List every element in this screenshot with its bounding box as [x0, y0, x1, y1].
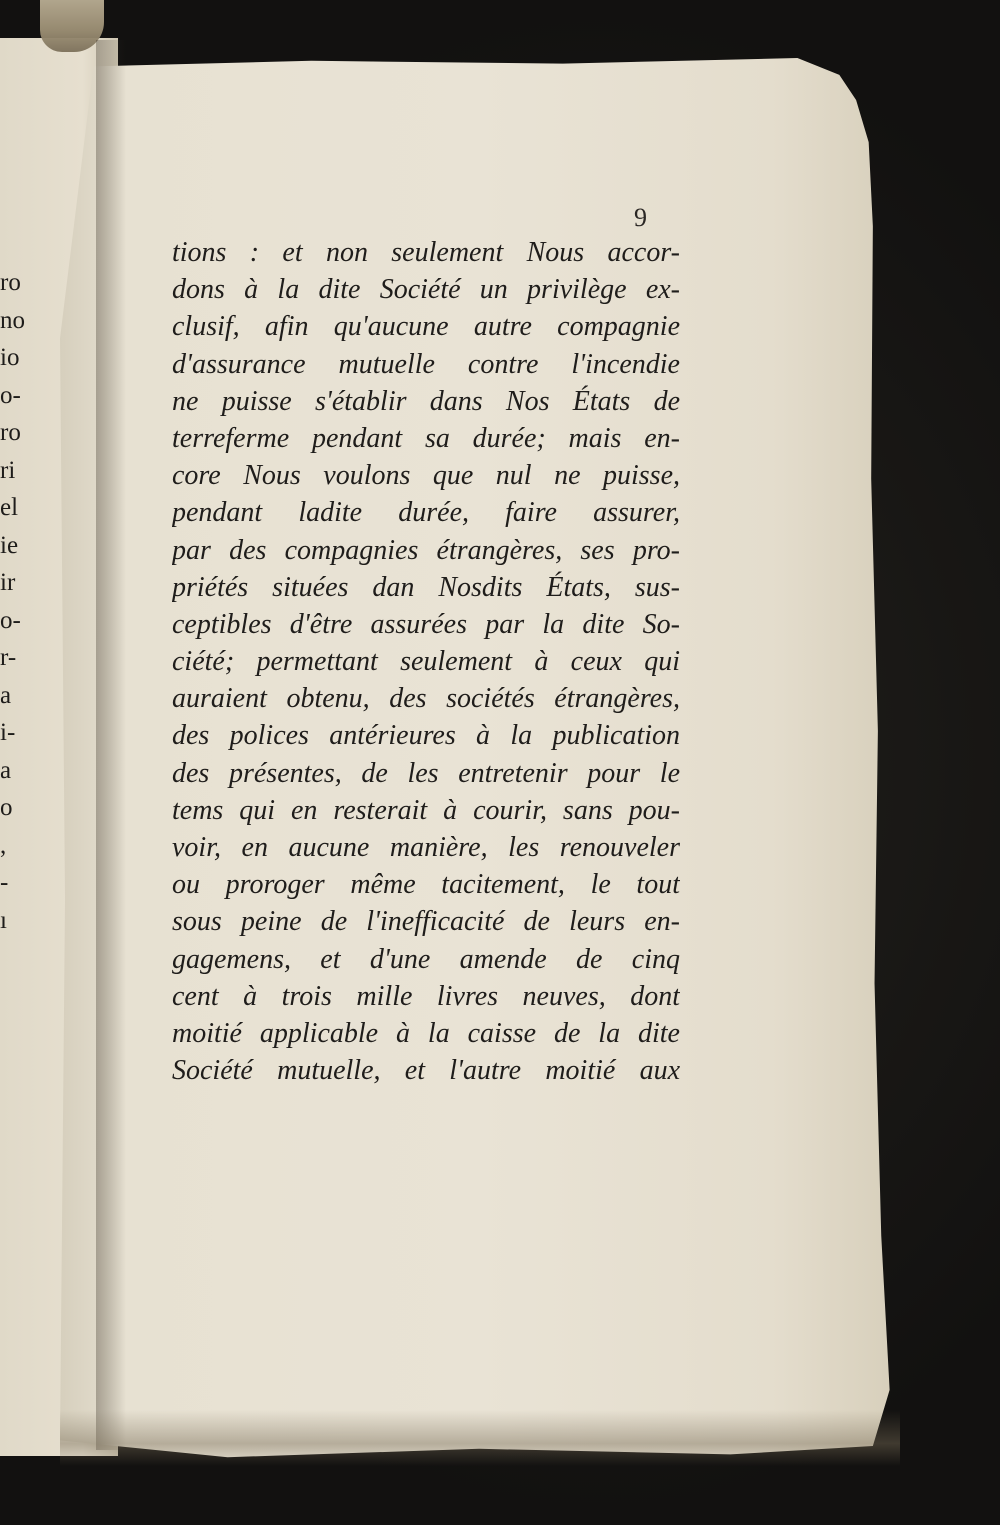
text-line: cent à trois mille livres neuves, dont [172, 980, 680, 1012]
left-fragment: ri [0, 456, 16, 484]
left-fragment: io [0, 344, 20, 371]
left-fragment: o- [0, 606, 21, 634]
text-line: terreferme pendant sa durée; mais en- [172, 422, 680, 454]
left-fragment: el [0, 494, 19, 521]
left-fragment: ir [0, 569, 16, 596]
text-line: ciété; permettant seulement à ceux qui [172, 646, 680, 678]
text-line: auraient obtenu, des sociétés étrangères, [172, 683, 680, 715]
left-fragment: , [0, 831, 7, 859]
text-line: priétés situées dan Nosdits États, sus- [172, 571, 680, 603]
text-line: moitié applicable à la caisse de la dite [172, 1017, 680, 1049]
text-line: tions : et non seulement Nous accor- [172, 237, 680, 268]
text-line: Société mutuelle, et l'autre moitié aux [172, 1055, 680, 1087]
body-text [172, 234, 680, 1089]
text-line: des présentes, de les entretenir pour le [172, 757, 680, 789]
text-line: ne puisse s'établir dans Nos États de [172, 385, 680, 417]
left-page-text-fragments [0, 264, 36, 939]
text-line: pendant ladite durée, faire assurer, [172, 497, 680, 529]
text-line: core Nous voulons que nul ne puisse, [172, 460, 680, 492]
text-line: voir, en aucune manière, les renouveler [172, 832, 680, 863]
left-fragment: ro [0, 269, 21, 296]
text-line: ceptibles d'être assurées par la dite So- [172, 608, 680, 640]
left-fragment: i- [0, 719, 16, 746]
text-line: d'assurance mutuelle contre l'incendie [172, 348, 680, 380]
left-fragment: o- [0, 381, 21, 409]
text-line: par des compagnies étrangères, ses pro- [172, 534, 680, 566]
page-bottom-edge [60, 1410, 900, 1466]
left-fragment: o [0, 794, 13, 821]
text-line: dons à la dite Société un privilège ex- [172, 274, 680, 306]
left-fragment: no [0, 306, 25, 334]
left-fragment: ı [0, 906, 7, 934]
text-line: des polices antérieures à la publication [172, 720, 680, 752]
left-fragment: ie [0, 531, 19, 559]
left-fragment: - [0, 869, 9, 896]
gutter-shadow [96, 40, 126, 1450]
left-fragment: ro [0, 419, 21, 446]
text-line: ou proroger même tacitement, le tout [172, 869, 680, 901]
left-fragment: a [0, 756, 12, 784]
page-number: 9 [634, 203, 647, 232]
text-line: sous peine de l'inefficacité de leurs en- [172, 906, 680, 938]
left-fragment: a [0, 681, 12, 709]
text-line: gagemens, et d'une amende de cinq [172, 943, 680, 975]
left-fragment: r- [0, 644, 17, 671]
text-line: clusif, afin qu'aucune autre compagnie [172, 311, 680, 343]
text-line: tems qui en resterait à courir, sans pou- [172, 794, 680, 826]
